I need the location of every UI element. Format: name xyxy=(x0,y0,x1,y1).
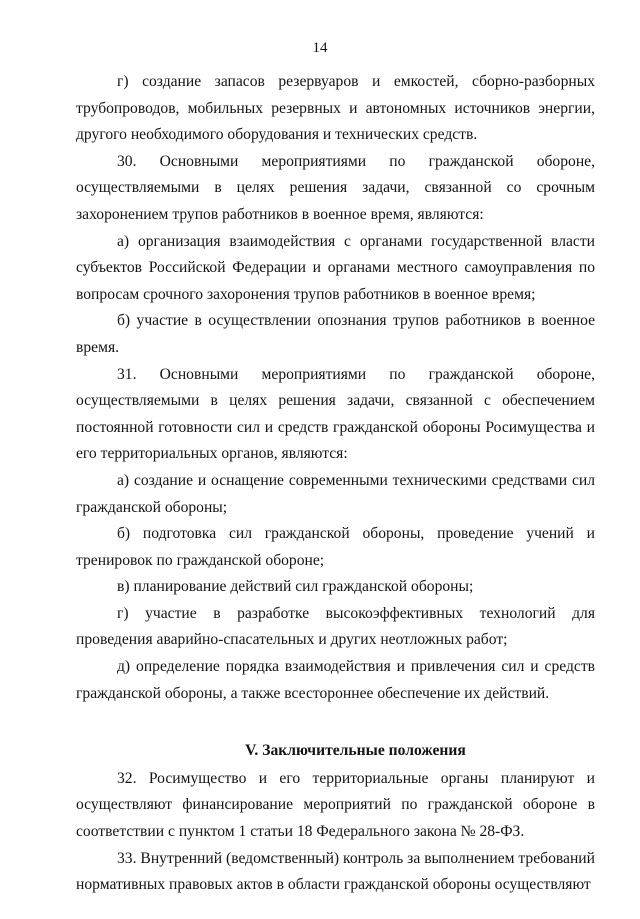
paragraph-33: 33. Внутренний (ведомственный) контроль за выполнением требований нормативных правовых актов в области гражданской обороны осуществляют xyxy=(76,849,595,894)
paragraph-30-item-a: а) организация взаимодействия с органами государственной власти субъектов Российской Федерации и органами местного самоуправления по вопросам срочного захоронения трупов работников в военное время; xyxy=(76,232,595,303)
paragraph-31-item-g: г) участие в разработке высокоэффективных технологий для проведения аварийно-спасательных и других неотложных работ; xyxy=(76,604,595,649)
paragraph-31: 31. Основными мероприятиями по гражданской обороне, осуществляемыми в целях решения задачи, связанной с обеспечением постоянной готовности сил и средств гражданской обороны Росимущества и его территориальных органов, являются: xyxy=(76,365,595,463)
paragraph-30: 30. Основными мероприятиями по гражданской обороне, осуществляемыми в целях решения задачи, связанной со срочным захоронением трупов работников в военное время, являются: xyxy=(76,152,595,223)
paragraph-31-item-d: д) определение порядка взаимодействия и привлечения сил и средств гражданской обороны, а также всестороннее обеспечение их действий. xyxy=(76,658,595,702)
document-body xyxy=(76,69,595,899)
paragraph-item-g-reserves: г) создание запасов резервуаров и емкостей, сборно-разборных трубопроводов, мобильных резервных и автономных источников энергии, другого необходимого оборудования и технических средств. xyxy=(76,73,595,144)
paragraph-31-item-b: б) подготовка сил гражданской обороны, проведение учений и тренировок по гражданской обороне; xyxy=(76,525,595,569)
paragraph-30-item-b: б) участие в осуществлении опознания трупов работников в военное время. xyxy=(76,312,595,356)
section-heading: V. Заключительные положения xyxy=(245,742,466,760)
page-number: 14 xyxy=(312,40,328,56)
paragraph-31-item-v: в) планирование действий сил гражданской обороны; xyxy=(117,578,474,596)
paragraph-32: 32. Росимущество и его территориальные органы планируют и осуществляют финансирование мероприятий по гражданской обороне в соответствии с пунктом 1 статьи 18 Федерального закона № 28-ФЗ. xyxy=(76,769,595,841)
paragraph-31-item-a: а) создание и оснащение современными техническими средствами сил гражданской обороны; xyxy=(76,471,595,516)
